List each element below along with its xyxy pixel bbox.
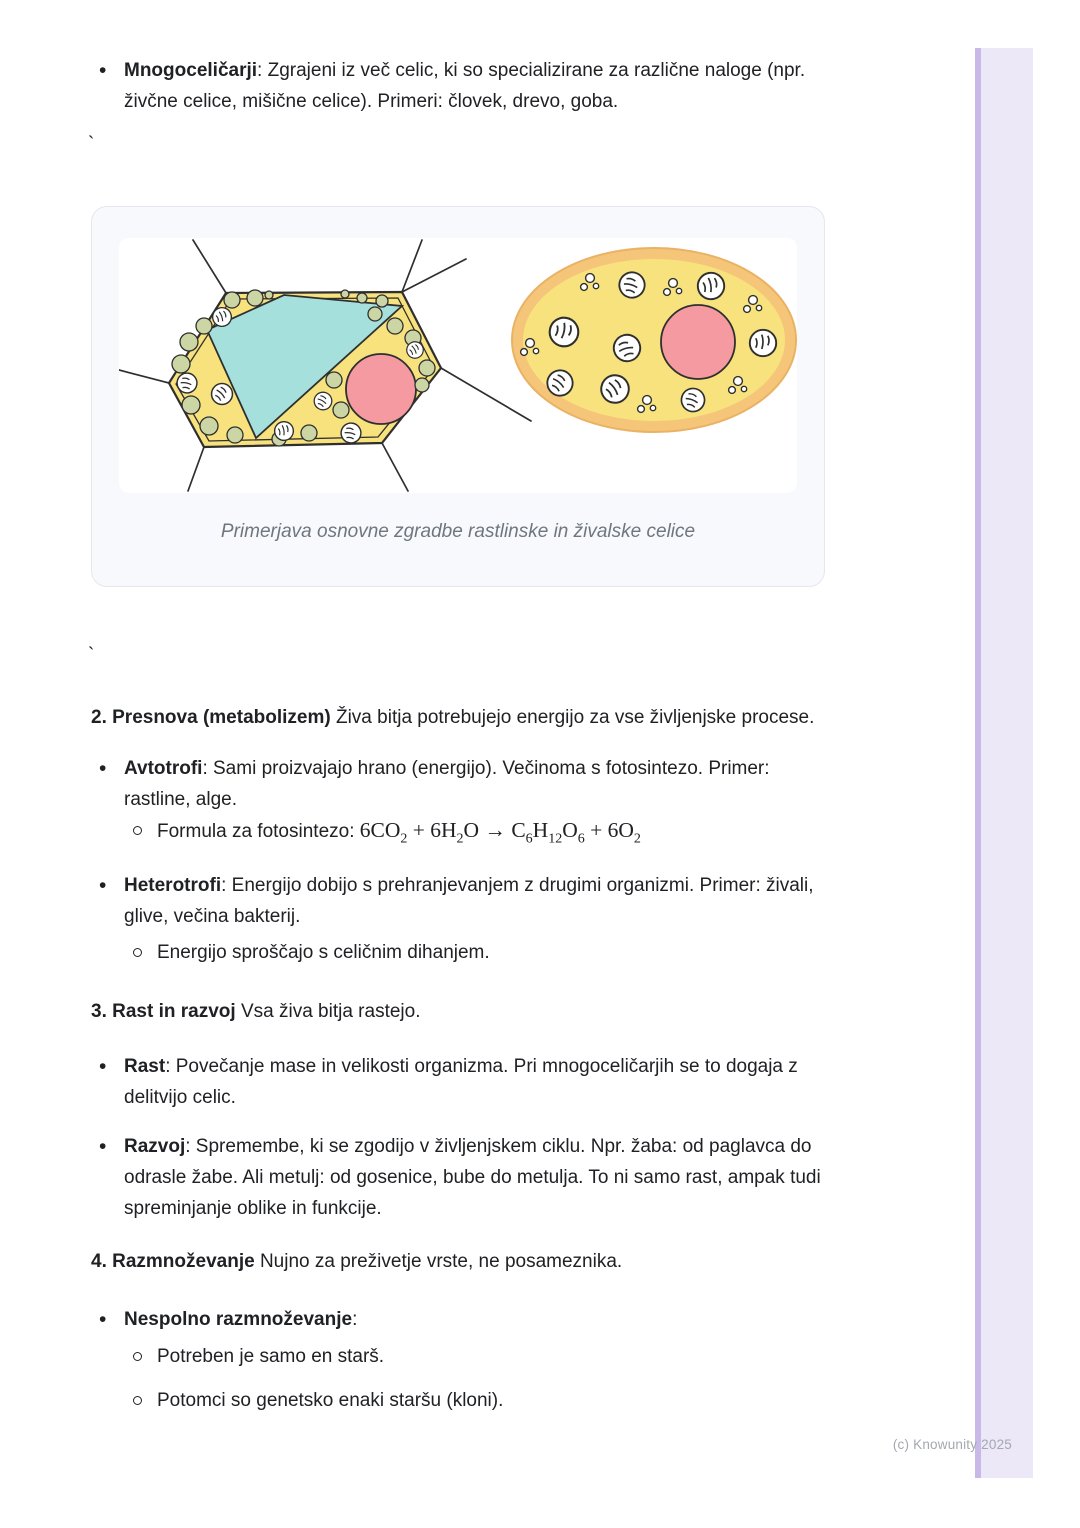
- sublist-item-formula: [91, 815, 827, 847]
- animal-cell-group: [512, 248, 796, 432]
- sublist-item-clones: [91, 1385, 827, 1416]
- photosynthesis-formula: [359, 818, 641, 847]
- figure-image: [119, 238, 797, 493]
- circle-bullet-icon: [133, 937, 157, 957]
- heading-metabolism-bold: 2. Presnova (metabolizem): [91, 707, 331, 728]
- list-item-asexual: [91, 1304, 827, 1336]
- cell-comparison-illustration: [119, 238, 797, 493]
- list-item-text: [124, 870, 827, 932]
- text-heterotrophs: : Energijo dobijo s prehranjevanjem z drugimi organizmi. Primer: živali, glive, večina bakterij.: [124, 875, 814, 927]
- list-item-development: [91, 1131, 827, 1224]
- circle-bullet-icon: [133, 1385, 157, 1405]
- section-heading-growth: [91, 992, 827, 1032]
- formula-sub: 6: [577, 831, 585, 847]
- list-item-text: [124, 753, 827, 815]
- plant-nucleus: [346, 354, 416, 424]
- stray-backtick: `: [88, 134, 95, 155]
- heading-growth-bold: 3. Rast in razvoj: [91, 1001, 236, 1022]
- list-item-heterotrophs: [91, 870, 827, 932]
- bullet-icon: [91, 1304, 124, 1336]
- text-autotrophs: : Sami proizvajajo hrano (energijo). Večinoma s fotosintezo. Primer: rastline, alge.: [124, 758, 770, 810]
- list-item-text: [124, 55, 827, 117]
- formula-sub: 2: [633, 831, 641, 847]
- text-development: : Spremembe, ki se zgodijo v življenjskem ciklu. Npr. žaba: od paglavca do odrasle žabe. Ali metulj: od gosenice, bube do metulja. To ni samo rast, ampak tudi spreminjanje oblike in funkcije.: [124, 1136, 821, 1219]
- accent-bar: [975, 48, 1033, 1478]
- formula-part: O → C: [463, 818, 526, 842]
- term-autotrophs: Avtotrofi: [124, 758, 203, 779]
- formula-label: Formula za fotosintezo:: [157, 821, 360, 842]
- formula-part: + 6H: [407, 818, 457, 842]
- formula-sub: 2: [456, 831, 464, 847]
- heading-metabolism-rest: Živa bitja potrebujejo energijo za vse življenjske procese.: [330, 707, 815, 728]
- term-development: Razvoj: [124, 1136, 186, 1157]
- term-growth: Rast: [124, 1056, 166, 1077]
- sublist-item-text: [157, 815, 827, 847]
- sublist-item-respiration: [91, 937, 827, 968]
- sublist-item-text: Potreben je samo en starš.: [157, 1346, 385, 1367]
- formula-part: + 6O: [584, 818, 634, 842]
- heading-growth-rest: Vsa živa bitja rastejo.: [235, 1001, 421, 1022]
- text-growth: : Povečanje mase in velikosti organizma. Pri mnogoceličarjih se to dogaja z delitvijo celic.: [124, 1056, 798, 1108]
- text-asexual-colon: :: [352, 1309, 358, 1330]
- sublist-item-one-parent: [91, 1341, 827, 1372]
- sublist-item-text: Potomci so genetsko enaki staršu (kloni).: [157, 1390, 504, 1411]
- term-asexual: Nespolno razmnoževanje: [124, 1309, 353, 1330]
- list-item-multicellular: [91, 55, 827, 117]
- figure-card: [91, 206, 825, 587]
- circle-bullet-icon: [133, 1341, 157, 1361]
- heading-reproduction-rest: Nujno za preživetje vrste, ne posameznika.: [254, 1251, 623, 1272]
- bullet-icon: [91, 1131, 124, 1163]
- section-heading-reproduction: [91, 1242, 827, 1282]
- text-multicellular: : Zgrajeni iz več celic, ki so specializirane za različne naloge (npr. živčne celice, mišične celice). Primeri: človek, drevo, goba.: [124, 60, 806, 112]
- formula-sub: 12: [548, 831, 563, 847]
- formula-part: 6CO: [359, 818, 401, 842]
- document-content: [88, 0, 827, 1416]
- list-item-autotrophs: [91, 753, 827, 815]
- list-item-text: [124, 1131, 827, 1224]
- bullet-icon: [91, 753, 124, 785]
- animal-nucleus: [661, 305, 735, 379]
- section-heading-metabolism: [91, 698, 827, 738]
- heading-reproduction-bold: 4. Razmnoževanje: [91, 1251, 255, 1272]
- list-item-growth: [91, 1051, 827, 1113]
- formula-part: O: [562, 818, 578, 842]
- bullet-icon: [91, 1051, 124, 1083]
- stray-backtick: `: [88, 645, 95, 666]
- bullet-icon: [91, 870, 124, 902]
- circle-bullet-icon: [133, 815, 157, 835]
- formula-sub: 2: [400, 831, 408, 847]
- formula-part: H: [532, 818, 549, 842]
- copyright-text: (c) Knowunity 2025: [892, 1437, 1012, 1452]
- term-heterotrophs: Heterotrofi: [124, 875, 222, 896]
- figure-caption: Primerjava osnovne zgradbe rastlinske in živalske celice: [220, 521, 696, 542]
- bullet-icon: [91, 55, 124, 87]
- sublist-item-text: Energijo sproščajo s celičnim dihanjem.: [157, 942, 490, 963]
- list-item-text: [124, 1051, 827, 1113]
- term-multicellular: Mnogoceličarji: [124, 60, 258, 81]
- formula-sub: 6: [525, 831, 533, 847]
- plant-cell-group: [119, 240, 531, 491]
- list-item-text: [124, 1304, 827, 1335]
